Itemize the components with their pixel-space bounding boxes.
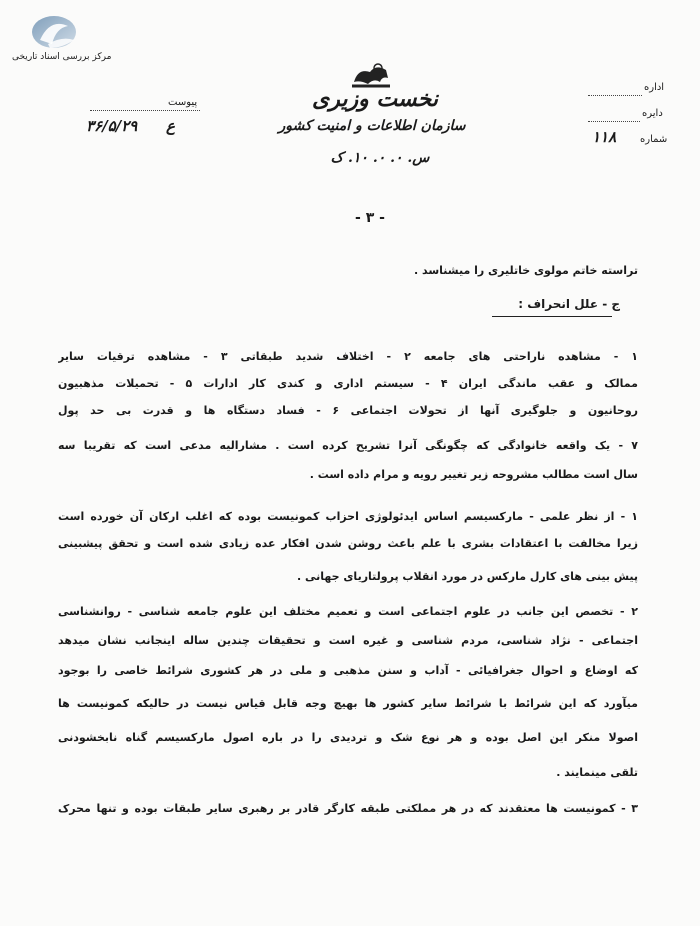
body-line: اجتماعی - نژاد شناسی، مردم شناسی و غیره است و تحقیقات چندین ساله اینجانب نشان میدهد [58,634,638,647]
department-line [588,95,642,96]
body-line: پیش بینی های کارل مارکس در مورد انقلاب پرولتاریای جهانی . [296,570,638,583]
number-value: ۱۱۸ [592,128,617,146]
attachment-line [90,110,200,111]
number-label: شماره [640,134,668,145]
body-line: میآورد که این شرائط با شرائط سایر کشور ها بهیچ وجه قابل قیاس نیست در حالیکه کمونیست ها [58,697,638,710]
date-value: ۳۶/۵/۲۹ [86,117,138,135]
body-line: تلقی مینمایند . [556,766,638,779]
letterhead-organization: سازمان اطلاعات و امنیت کشور [278,118,466,134]
body-line: ۱ - مشاهده ناراحتی های جامعه ۲ - اختلاف شدید طبقاتی ۳ - مشاهده ترقیات سایر [58,350,638,363]
section-heading: ج - علل انحراف : [518,297,620,311]
body-line: اصولا منکر این اصل بوده و هر نوع شک و تردیدی را در باره اصول مارکسیسم گناه نابخشودنی [58,731,638,744]
body-line: سال است مطالب مشروحه زیر تغییر رویه و مرام داده است . [309,468,638,481]
letterhead-title: نخست وزیری [312,86,438,112]
archive-caption: مرکز بررسی اسناد تاریخی [12,52,112,62]
section-line [588,121,640,122]
body-line: روحانیون و جلوگیری آنها از تحولات اجتماعی ۶ - فساد دستگاه ها و قدرت بی حد پول [58,404,638,417]
letterhead-code: س. ۰. ۰. ۱۰. ک [330,150,430,166]
date-prefix: ع [166,117,175,135]
body-line: که اوضاع و احوال جغرافیائی - آداب و سنن مذهبی و ملی در هر کشوری شرائط خاصی را بوجود [58,664,638,677]
body-line: ۳ - کمونیست ها معتقدند که در هر مملکتی طبقه کارگر قادر بر رهبری سایر طبقات بوده و تنها محرک [58,802,638,815]
body-line-intro: تراسته خاتم مولوی خاتلیری را میشناسد . [414,264,638,277]
body-line: ۲ - تخصص این جانب در علوم اجتماعی است و تعمیم مختلف این علوم جامعه شناسی - روانشناسی [58,605,638,618]
heading-underline [492,316,612,317]
page-number: - ۳ - [355,210,385,226]
attachment-label: پیوست [168,97,198,108]
body-line: ممالک و عقب ماندگی ایران ۴ - سیستم اداری و کندی کار ادارات ۵ - تحمیلات مذهبیون [58,377,638,390]
department-label: اداره [644,82,665,93]
body-line: ۷ - یک واقعه خانوادگی که چگونگی آنرا تشریح کرده است . مشارالیه مدعی است که تقریبا سه [58,439,638,452]
body-line: ۱ - از نظر علمی - مارکسیسم اساس ایدئولوژی احزاب کمونیست بوده که اغلب ارکان آن خورده است [58,510,638,523]
section-label: دایره [642,108,663,119]
body-line: زیرا مخالفت با اعتقادات بشری با علم باعث روشن شدن افکار عده زیادی شده است و تحقق پیشبینی [58,537,638,550]
